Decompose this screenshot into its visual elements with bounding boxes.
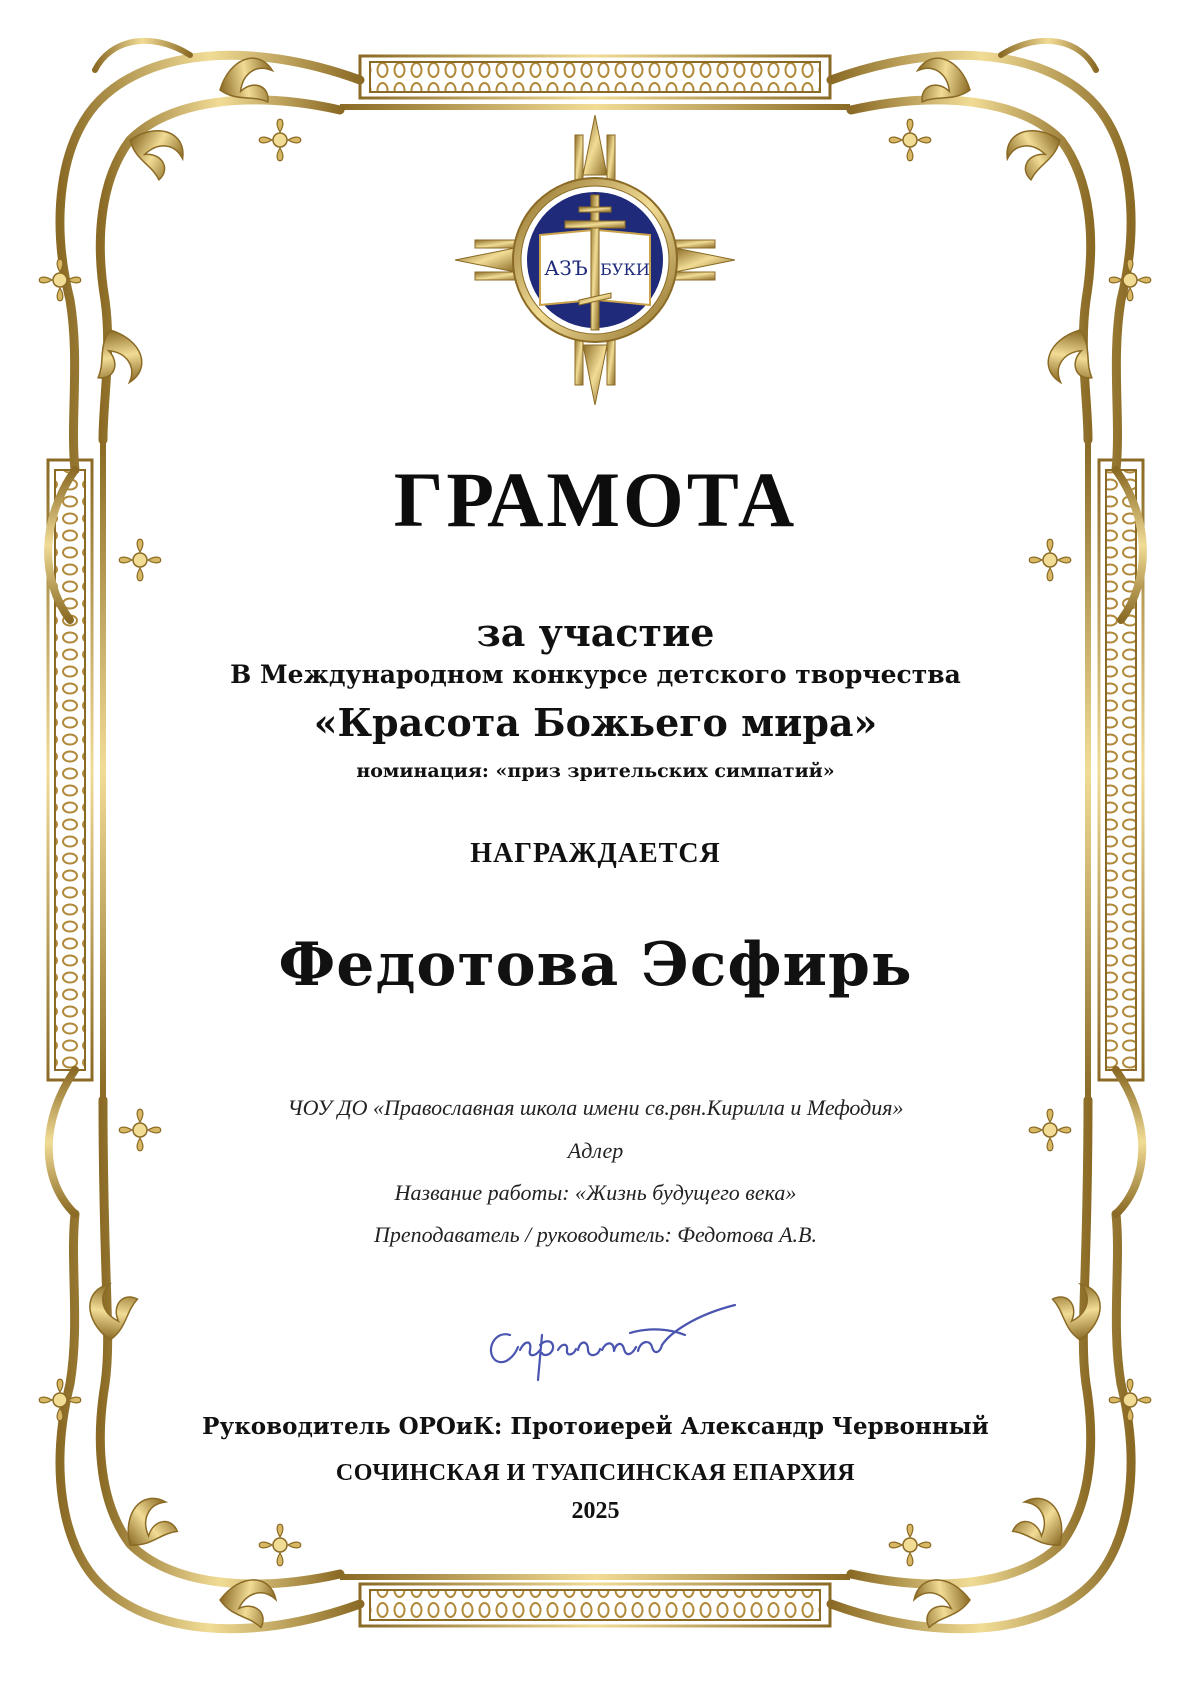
year: 2025 — [571, 1498, 620, 1524]
nomination: номинация: «приз зрительских симпатий» — [356, 760, 835, 782]
awarded-label: НАГРАЖДАЕТСЯ — [470, 838, 721, 869]
for-participation: за участие — [476, 610, 715, 655]
school-name: ЧОУ ДО «Православная школа имени св.рвн.Кирилла и Мефодия» — [287, 1095, 904, 1120]
work-title: Название работы: «Жизнь будущего века» — [394, 1180, 797, 1205]
diocese: СОЧИНСКАЯ И ТУАПСИНСКАЯ ЕПАРХИЯ — [335, 1460, 856, 1486]
teacher: Преподаватель / руководитель: Федотова А.В. — [374, 1222, 817, 1247]
school-emblem — [455, 115, 735, 405]
handwritten-signature — [470, 1295, 750, 1385]
city: Адлер — [567, 1138, 624, 1163]
certificate-title: ГРАМОТА — [393, 456, 798, 543]
emblem-book-left-text: АЗЪ — [544, 256, 588, 280]
emblem-book-right-text: БУКИ — [600, 260, 650, 279]
recipient-name: Федотова Эсфирь — [278, 930, 913, 1000]
contest-name: «Красота Божьего мира» — [313, 700, 878, 745]
corner-ornament-top-left — [60, 41, 360, 470]
contest-line: В Международном конкурсе детского творчества — [230, 660, 961, 689]
corner-ornament-top-right — [831, 41, 1131, 470]
head-signatory: Руководитель ОРОиК: Протоиерей Александр Червонный — [202, 1413, 989, 1440]
